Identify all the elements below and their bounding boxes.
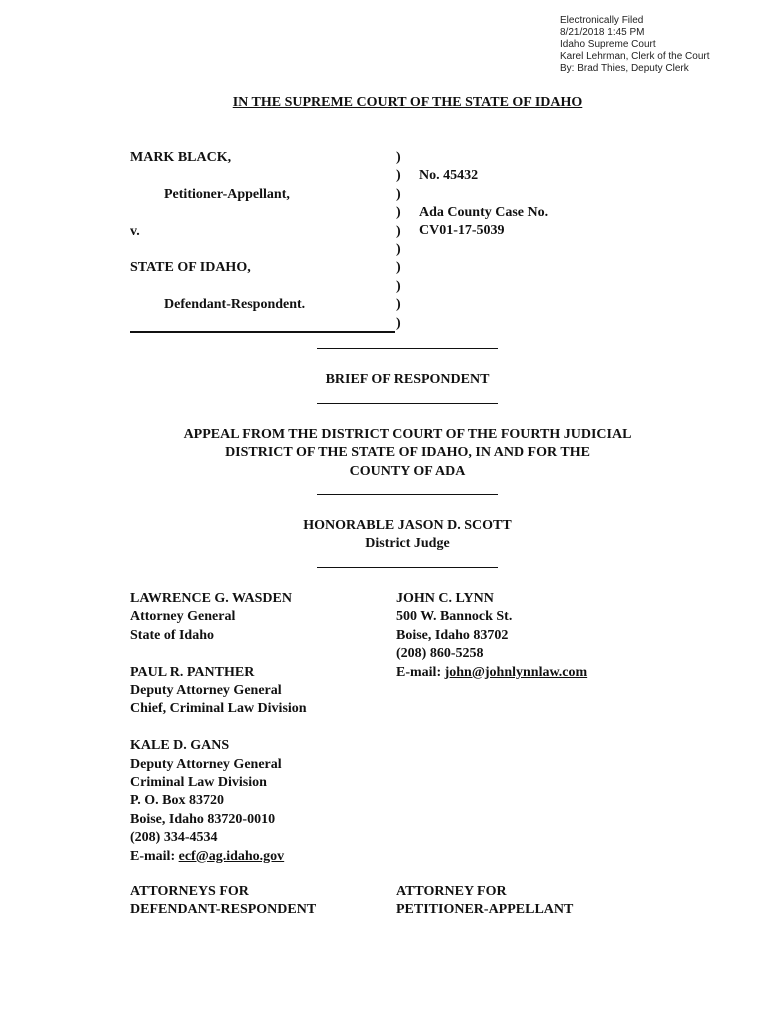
respondent-role: Defendant-Respondent. bbox=[164, 297, 306, 313]
petitioner-role: Petitioner-Appellant, bbox=[164, 186, 290, 202]
footer-line: ATTORNEY FOR bbox=[396, 884, 507, 899]
paren: ) bbox=[396, 205, 401, 221]
email-label: E-mail: bbox=[396, 664, 445, 680]
case-caption bbox=[130, 149, 395, 333]
caption-parentheses bbox=[396, 149, 401, 333]
judge-title: District Judge bbox=[365, 536, 450, 552]
attorney-title: Deputy Attorney General bbox=[130, 756, 282, 772]
respondent-footer bbox=[130, 883, 316, 920]
divider bbox=[317, 494, 498, 495]
stamp-line: Idaho Supreme Court bbox=[560, 39, 656, 50]
appeal-line: COUNTY OF ADA bbox=[349, 463, 466, 479]
attorney-office: State of Idaho bbox=[130, 627, 215, 643]
case-numbers bbox=[419, 167, 548, 241]
appellant-footer bbox=[396, 883, 573, 920]
stamp-line: Electronically Filed bbox=[560, 15, 644, 26]
email-link[interactable]: ecf@ag.idaho.gov bbox=[178, 848, 285, 864]
attorney-title: Attorney General bbox=[130, 609, 236, 625]
county-case-label: Ada County Case No. bbox=[419, 204, 549, 220]
respondent-name: STATE OF IDAHO, bbox=[130, 260, 251, 276]
paren: ) bbox=[396, 241, 401, 257]
appeal-line: APPEAL FROM THE DISTRICT COURT OF THE FOURTH JUDICIAL bbox=[183, 427, 632, 442]
attorney-address: Boise, Idaho 83720-0010 bbox=[130, 811, 276, 827]
attorney-title: Deputy Attorney General bbox=[130, 683, 282, 699]
stamp-line: Karel Lehrman, Clerk of the Court bbox=[560, 51, 710, 62]
paren: ) bbox=[396, 223, 401, 239]
appeal-block bbox=[0, 426, 770, 481]
stamp-line: By: Brad Thies, Deputy Clerk bbox=[560, 63, 689, 74]
attorney-office: Criminal Law Division bbox=[130, 775, 267, 791]
attorney-email-row bbox=[396, 664, 587, 682]
paren: ) bbox=[396, 150, 401, 165]
judge-name: HONORABLE JASON D. SCOTT bbox=[303, 518, 512, 533]
judge-block bbox=[0, 517, 770, 554]
attorney-phone: (208) 334-4534 bbox=[130, 830, 218, 846]
email-link[interactable]: john@johnlynnlaw.com bbox=[444, 664, 588, 680]
attorney-email-row bbox=[130, 848, 307, 866]
attorney-office: Chief, Criminal Law Division bbox=[130, 701, 307, 717]
county-case-number: CV01-17-5039 bbox=[419, 223, 505, 239]
versus: v. bbox=[130, 223, 140, 239]
filing-stamp bbox=[560, 15, 710, 75]
footer-line: DEFENDANT-RESPONDENT bbox=[130, 902, 317, 918]
case-number: No. 45432 bbox=[419, 168, 479, 183]
court-title: IN THE SUPREME COURT OF THE STATE OF IDAHO bbox=[232, 95, 583, 110]
attorney-name: PAUL R. PANTHER bbox=[130, 664, 255, 680]
attorney-address: Boise, Idaho 83702 bbox=[396, 627, 509, 643]
brief-title: BRIEF OF RESPONDENT bbox=[325, 372, 490, 387]
paren: ) bbox=[396, 278, 401, 294]
stamp-line: 8/21/2018 1:45 PM bbox=[560, 27, 645, 38]
attorney-name: KALE D. GANS bbox=[130, 738, 230, 754]
appeal-line: DISTRICT OF THE STATE OF IDAHO, IN AND FOR THE bbox=[225, 445, 590, 461]
attorney-address: P. O. Box 83720 bbox=[130, 793, 224, 809]
footer-line: ATTORNEYS FOR bbox=[130, 884, 249, 899]
footer-line: PETITIONER-APPELLANT bbox=[396, 902, 574, 918]
paren: ) bbox=[396, 260, 401, 276]
divider bbox=[317, 567, 498, 568]
attorney-name: LAWRENCE G. WASDEN bbox=[130, 591, 292, 606]
respondent-attorneys bbox=[130, 590, 307, 866]
paren: ) bbox=[396, 168, 401, 184]
paren: ) bbox=[396, 186, 401, 202]
attorney-phone: (208) 860-5258 bbox=[396, 646, 484, 662]
divider bbox=[317, 403, 498, 404]
petitioner-name: MARK BLACK, bbox=[130, 150, 232, 165]
attorney-address: 500 W. Bannock St. bbox=[396, 609, 513, 625]
attorney-name: JOHN C. LYNN bbox=[396, 591, 494, 606]
paren: ) bbox=[396, 297, 401, 313]
divider bbox=[317, 348, 498, 349]
appellant-attorney bbox=[396, 590, 587, 682]
paren: ) bbox=[396, 315, 401, 331]
email-label: E-mail: bbox=[130, 848, 179, 864]
